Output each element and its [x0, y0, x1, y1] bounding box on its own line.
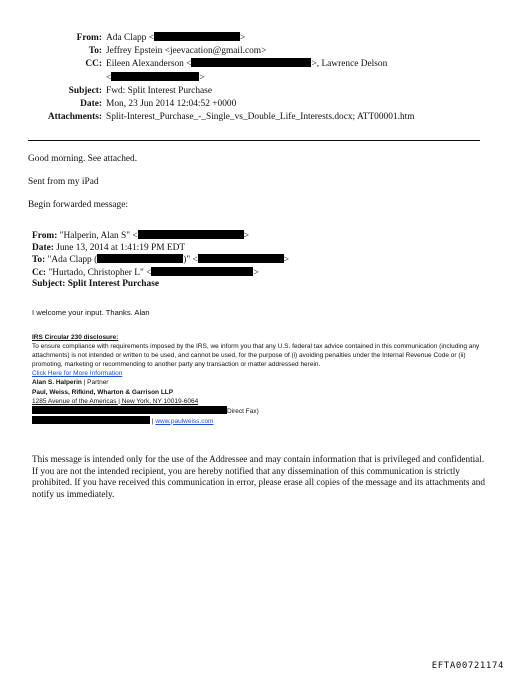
from-label: From:: [76, 33, 102, 43]
cc-value-2: < >: [106, 72, 205, 83]
redaction-box: [138, 230, 244, 239]
fax-row: Direct Fax): [32, 406, 487, 416]
to-label: To:: [88, 46, 102, 57]
subject-label: Subject:: [68, 85, 102, 96]
header-attachments-row: [0, 111, 512, 124]
date-label: Date:: [80, 99, 102, 110]
header-divider: [28, 140, 480, 141]
more-info-link[interactable]: Click Here for More Information: [32, 370, 123, 378]
fwd-from-row: From: "Halperin, Alan S" < >: [32, 231, 250, 241]
firm-address: 1285 Avenue of the Americas | New York, NY 10019-6064: [32, 397, 199, 405]
forwarded-header: [32, 230, 289, 291]
redaction-box: [111, 72, 199, 81]
redaction-box: [97, 254, 183, 263]
redaction-box: [198, 254, 284, 263]
website-link[interactable]: www.paulweiss.com: [155, 417, 214, 425]
header-from-row: [0, 32, 512, 45]
header-date-row: [0, 98, 512, 111]
redaction-box: [154, 32, 240, 41]
irs-title: IRS Circular 230 disclosure:: [32, 334, 119, 341]
message-text: I welcome your input. Thanks. Alan: [32, 308, 150, 317]
fwd-cc-row: Cc: "Hurtado, Christopher L" < >: [32, 267, 259, 278]
from-value: Ada Clapp < >: [106, 33, 246, 43]
redaction-box: [151, 267, 253, 276]
header-to-row: [0, 45, 512, 58]
confidentiality-disclaimer: This message is intended only for the use of the Addressee and may contain information that is privileged and confidential. If you are not the intended recipient, you are hereby notified that any dissemination of this communication is strictly prohibited. If you have received this communication in error, please erase all copies of the message and its attachments and notify us immediately.: [32, 454, 485, 499]
irs-text: To ensure compliance with requirements imposed by the IRS, we inform you that any U.S. federal tax advice contained in this communication (including any attachments) is not intended or written to be used, and cannot be used, for the purpose of (i) avoiding penalties under the Internal Revenue Code or (ii) promoting, marketing or recommending to another party any transaction or matter addressed herein.: [32, 343, 480, 369]
begin-forwarded-text: Begin forwarded message:: [28, 200, 128, 210]
cc-label: CC:: [85, 59, 102, 70]
to-value: Jeffrey Epstein <jeevacation@gmail.com>: [106, 46, 267, 57]
document-id: EFTA00721174: [431, 661, 504, 671]
date-value: Mon, 23 Jun 2014 12:04:52 +0000: [106, 99, 237, 110]
fwd-date-row: Date: June 13, 2014 at 1:41:19 PM EDT: [32, 242, 186, 253]
attachments-value: Split-Interest_Purchase_-_Single_vs_Double_Life_Interests.docx; ATT00001.htm: [106, 112, 415, 123]
sent-from-text: Sent from my iPad: [28, 177, 99, 187]
fwd-subject-row: Subject: Split Interest Purchase: [32, 279, 160, 289]
email-header: [0, 32, 512, 124]
header-subject-row: [0, 85, 512, 98]
firm-name: Paul, Weiss, Rifkind, Wharton & Garrison LLP: [32, 388, 174, 396]
web-row: | www.paulweiss.com: [32, 416, 487, 426]
header-cc-row: [0, 58, 512, 71]
subject-value: Fwd: Split Interest Purchase: [106, 85, 212, 96]
redaction-box: [32, 406, 227, 414]
irs-disclosure: [32, 333, 487, 426]
greeting-text: Good morning. See attached.: [28, 154, 138, 164]
redaction-box: [32, 416, 150, 424]
redaction-box: [191, 58, 311, 67]
signature-name-row: Alan S. Halperin | Partner: [32, 379, 109, 387]
header-cc-row-2: [0, 72, 512, 85]
fwd-to-row: To: "Ada Clapp ( )" < >: [32, 255, 290, 265]
attachments-label: Attachments:: [47, 112, 102, 123]
cc-value: Eileen Alexanderson < >, Lawrence Delson: [106, 59, 388, 70]
